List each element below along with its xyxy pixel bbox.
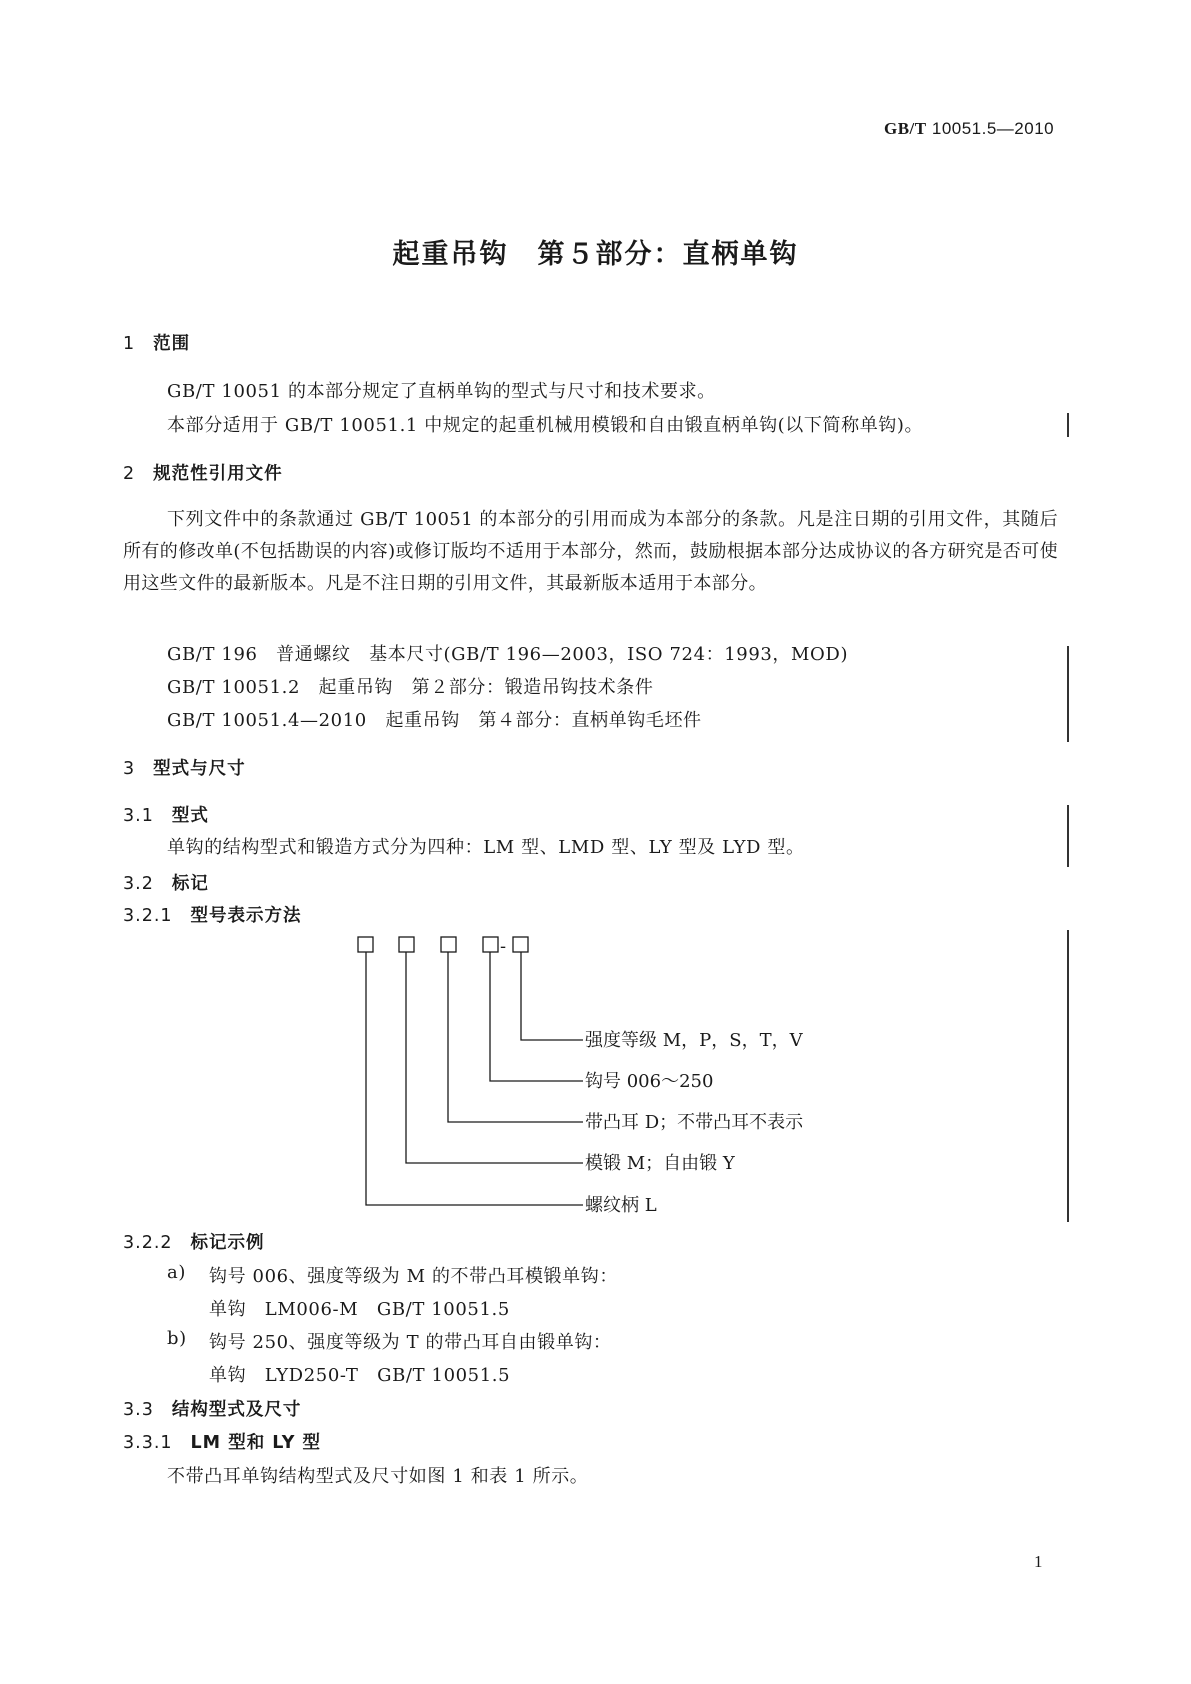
document-title: 起重吊钩 第５部分：直柄单钩 bbox=[392, 239, 799, 270]
section-title: 结构型式及尺寸 bbox=[171, 1400, 302, 1420]
section-title: 范围 bbox=[153, 334, 191, 354]
section-title: 规范性引用文件 bbox=[153, 464, 283, 484]
section-number: 3.3 bbox=[123, 1400, 154, 1420]
section-number: 2 bbox=[123, 464, 136, 484]
section-2-paragraph: 下列文件中的条款通过 GB/T 10051 的本部分的引用而成为本部分的条款。凡是注日期的引用文件，其随后所有的修改单(不包括勘误的内容)或修订版均不适用于本部分，然而，鼓励根据本部分达成协议的各方研究是否可使用这些文件的最新版本。凡是不注日期的引用文件，其最新版本适用于本部分。 bbox=[123, 509, 1058, 594]
list-marker-b: b) bbox=[167, 1328, 187, 1349]
code-box-3 bbox=[441, 937, 456, 952]
leader-line-forging bbox=[406, 952, 583, 1163]
leader-line-lug bbox=[448, 952, 583, 1122]
section-number: 3.2.2 bbox=[123, 1233, 173, 1253]
section-number: 3.2 bbox=[123, 874, 154, 894]
section-title: 标记 bbox=[171, 874, 209, 894]
section-title: LM 型和 LY 型 bbox=[190, 1433, 321, 1453]
label-lug: 带凸耳 D；不带凸耳不表示 bbox=[585, 1112, 804, 1133]
section-number: 3.2.1 bbox=[123, 906, 173, 926]
section-number: 3.3.1 bbox=[123, 1433, 173, 1453]
section-number: 3 bbox=[123, 759, 136, 779]
leader-line-thread bbox=[366, 952, 583, 1205]
standard-code: 10051.5—2010 bbox=[931, 119, 1055, 138]
example-b-description: 钩号 250、强度等级为 T 的带凸耳自由锻单钩： bbox=[209, 1332, 612, 1353]
section-title: 型号表示方法 bbox=[190, 906, 302, 926]
reference-item: GB/T 10051.2 起重吊钩 第２部分：锻造吊钩技术条件 bbox=[167, 677, 654, 698]
label-strength-grade: 强度等级 M，P，S，T，V bbox=[585, 1030, 803, 1051]
list-marker-a: a) bbox=[167, 1262, 186, 1283]
section-1-paragraph-2: 本部分适用于 GB/T 10051.1 中规定的起重机械用模锻和自由锻直柄单钩(以下简称单钩)。 bbox=[167, 415, 924, 436]
section-1-paragraph-1: GB/T 10051 的本部分规定了直柄单钩的型式与尺寸和技术要求。 bbox=[167, 381, 716, 402]
section-3-1-text: 单钩的结构型式和锻造方式分为四种：LM 型、LMD 型、LY 型及 LYD 型。 bbox=[167, 837, 805, 858]
section-number: 3.1 bbox=[123, 806, 154, 826]
code-box-1 bbox=[358, 937, 373, 952]
example-b-mark: 单钩 LYD250-T GB/T 10051.5 bbox=[209, 1365, 511, 1386]
section-title: 标记示例 bbox=[190, 1233, 265, 1253]
label-forging-method: 模锻 M；自由锻 Y bbox=[585, 1153, 735, 1174]
standard-prefix: GB/T bbox=[884, 119, 927, 138]
section-3-3-heading bbox=[123, 1396, 301, 1421]
section-number: 1 bbox=[123, 334, 136, 354]
section-3-3-1-heading bbox=[123, 1429, 321, 1454]
section-3-3-1-text: 不带凸耳单钩结构型式及尺寸如图 1 和表 1 所示。 bbox=[167, 1466, 589, 1487]
reference-item: GB/T 10051.4—2010 起重吊钩 第４部分：直柄单钩毛坯件 bbox=[167, 710, 702, 731]
example-a-description: 钩号 006、强度等级为 M 的不带凸耳模锻单钩： bbox=[209, 1266, 618, 1287]
section-3-2-2-heading bbox=[123, 1229, 265, 1254]
label-threaded-shank: 螺纹柄 L bbox=[585, 1195, 657, 1216]
example-a-mark: 单钩 LM006-M GB/T 10051.5 bbox=[209, 1299, 510, 1320]
leader-line-strength bbox=[521, 952, 583, 1040]
code-dash: - bbox=[500, 936, 507, 957]
section-title: 型式与尺寸 bbox=[153, 759, 246, 779]
leader-line-hook-number bbox=[490, 952, 583, 1081]
code-box-5 bbox=[513, 937, 528, 952]
label-hook-number: 钩号 006～250 bbox=[585, 1071, 714, 1092]
page-number: 1 bbox=[1034, 1552, 1043, 1571]
code-box-4 bbox=[483, 937, 498, 952]
section-title: 型式 bbox=[171, 806, 209, 826]
reference-item: GB/T 196 普通螺纹 基本尺寸(GB/T 196—2003，ISO 724：1993，MOD) bbox=[167, 644, 849, 665]
code-box-2 bbox=[399, 937, 414, 952]
